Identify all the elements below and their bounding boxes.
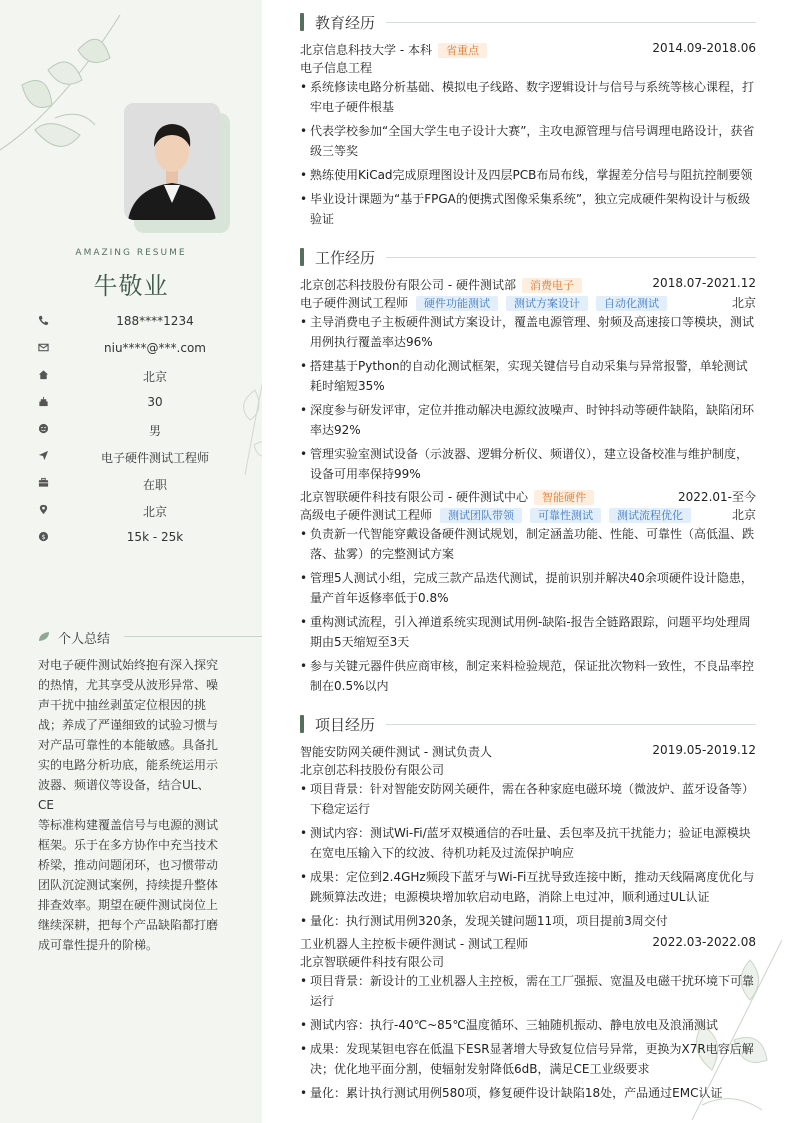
mail-icon	[38, 342, 49, 353]
project-name: 工业机器人主控板卡硬件测试 - 测试工程师	[300, 937, 528, 951]
list-item: • 测试内容：执行-40℃~85℃温度循环、三轴随机振动、静电放电及浪涌测试	[300, 1018, 718, 1032]
job-role-row	[300, 506, 756, 524]
list-item: • 量化：累计执行测试用例580项，修复硬件设计缺陷18处，产品通过EMC认证	[300, 1086, 723, 1100]
location-icon	[38, 504, 49, 515]
list-item: • 深度参与研发评审，定位并推动解决电源纹波噪声、时钟抖动等硬件缺陷，缺陷闭环率达92%	[300, 403, 755, 437]
job-date: 2018.07-2021.12	[652, 276, 756, 290]
info-email-text: niu****@***.com	[104, 341, 206, 355]
job-city: 北京	[731, 296, 756, 310]
project-company-row	[300, 953, 756, 971]
list-item: • 负责新一代智能穿戴设备硬件测试规划，制定涵盖功能、性能、可靠性（高低温、跌落、盐雾）的完整测试方案	[300, 527, 755, 561]
list-item: • 成果：定位到2.4GHz频段下蓝牙与Wi-Fi互扰导致连接中断，推动天线隔离度优化与跳频算法改进；电源模块增加软启动电路，消除上电过冲，顺利通过UL认证	[300, 870, 755, 904]
send-icon	[38, 450, 49, 461]
school-name: 北京信息科技大学 - 本科	[300, 43, 432, 57]
resume-tagline: AMAZING RESUME	[75, 248, 187, 258]
profile-photo	[124, 103, 220, 220]
school-tag: 省重点	[438, 43, 487, 58]
job-company-row	[300, 276, 756, 294]
list-item: • 项目背景：新设计的工业机器人主控板，需在工厂强振、宽温及电磁干扰环境下可靠运行	[300, 974, 755, 1008]
project-name-row	[300, 935, 756, 953]
briefcase-icon	[38, 477, 49, 488]
info-status-text: 在职	[142, 478, 167, 492]
skill-tag: 测试方案设计	[506, 296, 588, 311]
job-role: 高级电子硬件测试工程师	[300, 508, 433, 522]
projects-title: 项目经历	[315, 716, 376, 734]
job-company: 北京创芯科技股份有限公司 - 硬件测试部	[300, 278, 516, 292]
summary-text: 对电子硬件测试始终抱有深入探究 的热情，尤其享受从波形异常、噪 声干扰中抽丝剥茧定位根因的挑 战；养成了严谨细致的试验习惯与 对产品可靠性的本能敏感。具备扎 实的电路分析功底，能系统运用示 波器、频谱仪等设备，结合UL、CE 等标准构建覆盖信号与电源的测试 框架。乐于在多方协作中充当技术 桥梁，推动问题闭环，也习惯带动 团队沉淀测试案例，持续提升整体 排查效率。期望在硬件测试岗位上 继续深耕，把每个产品缺陷都打磨 成可靠性提升的阶梯。	[38, 658, 219, 952]
summary-title: 个人总结	[58, 632, 111, 647]
info-age	[38, 394, 238, 412]
work-section-header	[300, 247, 756, 267]
avatar	[124, 103, 220, 220]
sidebar	[0, 0, 262, 1123]
summary-heading	[38, 628, 224, 646]
person-icon	[38, 423, 49, 434]
skill-tag: 测试流程优化	[609, 508, 691, 523]
info-residence-text: 北京	[142, 370, 167, 384]
skill-tag: 可靠性测试	[530, 508, 601, 523]
info-gender-text: 男	[148, 424, 161, 438]
info-age-text: 30	[147, 395, 163, 409]
list-item: • 毕业设计课题为“基于FPGA的便携式图像采集系统”，独立完成硬件架构设计与板级验证	[300, 192, 751, 226]
info-status	[38, 475, 238, 493]
list-item: • 重构测试流程，引入禅道系统实现测试用例-缺陷-报告全链路跟踪，问题平均处理周期由5天缩短至3天	[300, 615, 751, 649]
info-salary-text: 15k - 25k	[126, 530, 184, 544]
svg-text:$: $	[41, 532, 46, 541]
skill-tag: 自动化测试	[596, 296, 667, 311]
job-role: 电子硬件测试工程师	[300, 296, 409, 310]
project-date: 2019.05-2019.12	[652, 743, 756, 757]
list-item: • 测试内容：测试Wi-Fi/蓝牙双模通信的吞吐量、丢包率及抗干扰能力；验证电源模块在宽电压输入下的纹波、待机功耗及过流保护响应	[300, 826, 751, 860]
job-industry-tag: 智能硬件	[534, 490, 594, 505]
salary-icon	[38, 531, 49, 542]
project-company-row	[300, 761, 756, 779]
project-company: 北京智联硬件科技有限公司	[300, 955, 445, 969]
job-industry-tag: 消费电子	[522, 278, 582, 293]
project-date: 2022.03-2022.08	[652, 935, 756, 949]
list-item: • 代表学校参加“全国大学生电子设计大赛”，主攻电源管理与信号调理电路设计，获省级三等奖	[300, 124, 755, 158]
job-date: 2022.01-至今	[678, 490, 756, 504]
skill-tag: 测试团队带领	[440, 508, 522, 523]
education-title: 教育经历	[315, 14, 376, 32]
list-item: • 成果：发现某钽电容在低温下ESR显著增大导致复位信号异常，更换为X7R电容后解决；优化地平面分割，使辐射发射降低6dB，满足CE工业级要求	[300, 1042, 754, 1076]
list-item: • 量化：执行测试用例320条，发现关键问题11项，项目提前3周交付	[300, 914, 668, 928]
phone-icon	[38, 315, 49, 326]
list-item: • 管理5人测试小组，完成三款产品迭代测试，提前识别并解决40余项硬件设计隐患，量产首年返修率低于0.8%	[300, 571, 753, 605]
list-item: • 熟练使用KiCad完成原理图设计及四层PCB布局布线，掌握差分信号与阻抗控制要领	[300, 168, 753, 182]
work-title: 工作经历	[315, 249, 376, 267]
cake-icon	[38, 396, 49, 407]
home-icon	[38, 369, 49, 380]
info-phone	[38, 313, 238, 331]
list-item: • 管理实验室测试设备（示波器、逻辑分析仪、频谱仪），建立设备校准与维护制度，设备可用率保持99%	[300, 447, 749, 481]
info-phone-text: 188****1234	[116, 314, 194, 328]
list-item: • 搭建基于Python的自动化测试框架，实现关键信号自动采集与异常报警，单轮测试耗时缩短35%	[300, 359, 748, 393]
info-location	[38, 502, 238, 520]
list-item: • 项目背景：针对智能安防网关硬件，需在各种家庭电磁环境（微波炉、蓝牙设备等）下稳定运行	[300, 782, 755, 816]
education-major-row	[300, 59, 756, 77]
skill-tag: 硬件功能测试	[416, 296, 498, 311]
project-name-row	[300, 743, 756, 761]
projects-section-header	[300, 714, 756, 734]
job-company-row	[300, 488, 756, 506]
education-school-row	[300, 41, 756, 59]
info-location-text: 北京	[142, 505, 167, 519]
info-residence	[38, 367, 238, 385]
info-job-target-text: 电子硬件测试工程师	[100, 451, 209, 465]
candidate-name: 牛敬业	[93, 272, 169, 300]
project-company: 北京创芯科技股份有限公司	[300, 763, 445, 777]
leaf-icon	[38, 631, 50, 642]
job-company: 北京智联硬件科技有限公司 - 硬件测试中心	[300, 490, 528, 504]
info-job-target	[38, 448, 238, 466]
education-date: 2014.09-2018.06	[652, 41, 756, 55]
education-section-header	[300, 12, 756, 32]
project-name: 智能安防网关硬件测试 - 测试负责人	[300, 745, 492, 759]
job-role-row	[300, 294, 756, 312]
education-major: 电子信息工程	[300, 61, 373, 75]
list-item: • 系统修读电路分析基础、模拟电子线路、数字逻辑设计与信号与系统等核心课程，打牢电子硬件根基	[300, 80, 755, 114]
list-item: • 参与关键元器件供应商审核，制定来料检验规范，保证批次物料一致性，不良品率控制在0.5%以内	[300, 659, 755, 693]
info-salary	[38, 529, 238, 547]
info-gender	[38, 421, 238, 439]
list-item: • 主导消费电子主板硬件测试方案设计，覆盖电源管理、射频及高速接口等模块，测试用例执行覆盖率达96%	[300, 315, 755, 349]
job-city: 北京	[731, 508, 756, 522]
info-email	[38, 340, 238, 358]
